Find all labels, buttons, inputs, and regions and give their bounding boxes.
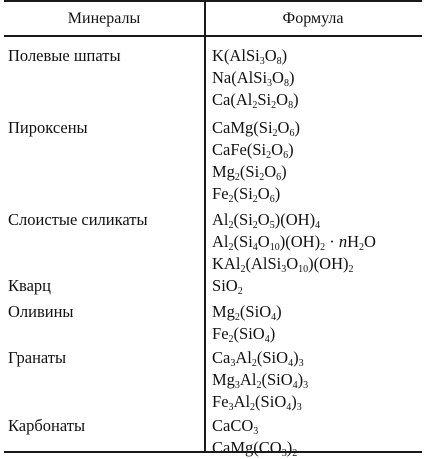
- formula-cell: $CaFe(Si_2O_6)$: [212, 140, 294, 161]
- formula-cell: $Fe_2(SiO_4)$: [212, 324, 276, 345]
- mineral-name: Кварц: [8, 276, 51, 295]
- formula-cell: $KAl_2(AlSi_3O_{10})(OH)_2$: [212, 254, 354, 275]
- mineral-name: Слоистые силикаты: [8, 210, 148, 229]
- column-divider: [204, 0, 206, 451]
- mineral-name: Пироксены: [8, 118, 88, 137]
- formula-cell: $Al_2(Si_2O_5)(OH)_4$: [212, 210, 321, 231]
- mineral-name: Гранаты: [8, 348, 67, 367]
- formula-cell: SiO$_2$: [212, 276, 243, 297]
- formula-cell: $CaMg(Si_2O_6)$: [212, 118, 300, 139]
- formula-cell: $Ca_3Al_2(SiO_4)_3$: [212, 348, 304, 369]
- formula-cell: $Fe_2(Si_2O_6)$: [212, 184, 281, 205]
- formula-cell: $Mg_2(SiO_4)$: [212, 302, 282, 323]
- header-formula: Формула: [282, 10, 344, 27]
- formula-cell: $CaMg(CO_3)_2$: [212, 438, 298, 459]
- mineral-name: Карбонаты: [8, 416, 86, 435]
- mineral-name: Оливины: [8, 302, 74, 321]
- mineral-name: Полевые шпаты: [8, 46, 121, 65]
- formula-cell: $K(AlSi_3O_8)$: [212, 46, 288, 67]
- formula-cell: $Fe_3Al_2(SiO_4)_3$: [212, 392, 302, 413]
- formula-cell: $Mg_2(Si_2O_6)$: [212, 162, 287, 183]
- formula-cell: CaCO$_3$: [212, 416, 259, 437]
- table-bottom-rule: [4, 451, 422, 453]
- formula-cell: $Ca(Al_2Si_2O_8)$: [212, 90, 299, 111]
- table-header: [4, 0, 422, 37]
- formula-cell: $Mg_3Al_2(SiO_4)_3$: [212, 370, 309, 391]
- formula-cell: $Na(AlSi_3O_8)$: [212, 68, 295, 89]
- header-minerals: Минералы: [67, 10, 141, 27]
- formula-cell: $Al_2(Si_4O_{10})(OH)_2 \cdot nH_2O$: [212, 232, 376, 253]
